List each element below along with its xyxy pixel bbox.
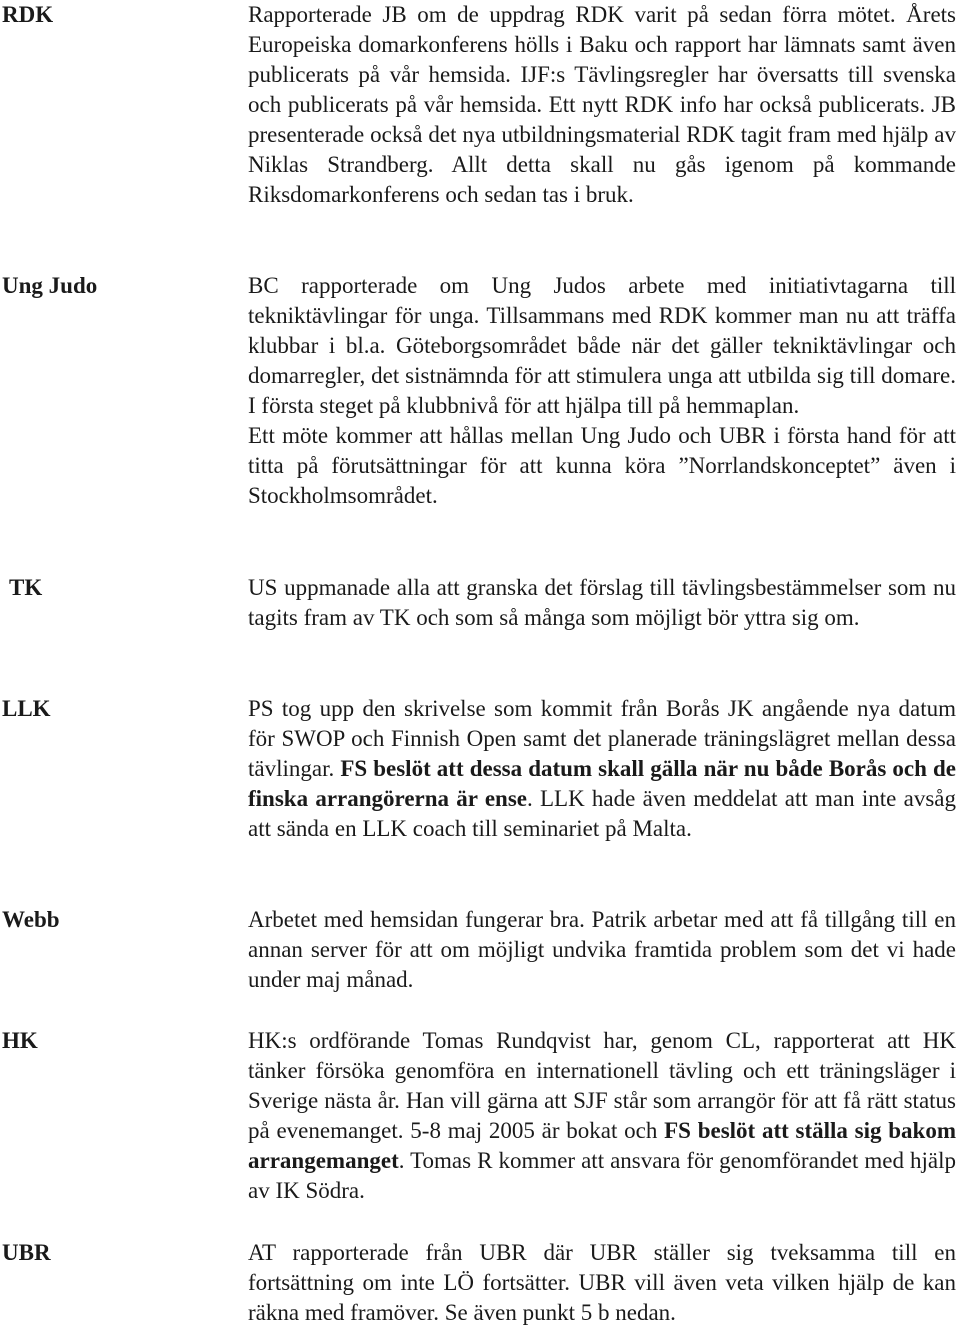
section-label: Webb — [2, 907, 60, 932]
text-run: Rapporterade JB om de uppdrag RDK varit på sedan förra mötet. Årets Europeiska domarkonferens hölls i Baku och rapport har lämnats samt även publicerats på vår hemsida. IJF:s Tävlingsregler har översatts till svenska och publicerats på vår hemsida. Ett nytt RDK info har också publicerats. JB presenterade också det nya utbildningsmaterial RDK tagit fram med hjälp av Niklas Strandberg. Allt detta skall nu gås igenom på kommande Riksdomarkonferens och sedan tas i bruk. — [248, 2, 956, 207]
decision-text: FS beslöt att ställa sig bakom arrangemanget — [248, 1118, 956, 1173]
text-run: Ett möte kommer att hållas mellan Ung Judo och UBR i första hand för att titta på förutsättningar för att kunna köra ”Norrlandskonceptet” även i Stockholmsområdet. — [248, 423, 956, 508]
section-label: LLK — [2, 696, 51, 721]
text-run: Arbetet med hemsidan fungerar bra. Patrik arbetar med att få tillgång till en annan server för att om möjligt undvika framtida problem som det vi hade under maj månad. — [248, 907, 956, 992]
section-body — [248, 0, 956, 210]
paragraph — [248, 421, 956, 511]
text-run: PS tog upp den skrivelse som kommit från Borås JK angående nya datum för SWOP och Finnish Open samt det planerade träningslägret mellan dessa tävlingar. — [248, 696, 956, 781]
section-body — [248, 1026, 956, 1206]
paragraph — [248, 694, 956, 844]
paragraph — [248, 573, 956, 633]
section-label: RDK — [2, 2, 54, 27]
paragraph — [248, 0, 956, 210]
text-run: AT rapporterade från UBR där UBR ställer sig tveksamma till en fortsättning om inte LÖ fortsätter. UBR vill även veta vilken hjälp de kan räkna med framöver. Se även punkt 5 b nedan. — [248, 1240, 956, 1325]
section-body — [248, 905, 956, 995]
decision-text: FS beslöt att dessa datum skall gälla när nu både Borås och de finska arrangörerna är ense — [248, 756, 956, 811]
text-run: US uppmanade alla att granska det förslag till tävlingsbestämmelser som nu tagits fram av TK och som så många som möjligt bör yttra sig om. — [248, 575, 956, 630]
section-body — [248, 694, 956, 844]
section-label: Ung Judo — [2, 273, 98, 298]
text-run: . Tomas R kommer att ansvara för genomförandet med hjälp av IK Södra. — [248, 1148, 956, 1203]
section-body — [248, 1238, 956, 1328]
section-body — [248, 271, 956, 511]
section-label: HK — [2, 1028, 38, 1053]
section-label: UBR — [2, 1240, 51, 1265]
paragraph — [248, 1026, 956, 1206]
text-run: . LLK hade även meddelat att man inte avsåg att sända en LLK coach till seminariet på Malta. — [248, 786, 956, 841]
text-run: BC rapporterade om Ung Judos arbete med initiativtagarna till tekniktävlingar för unga. Tillsammans med RDK kommer man nu att träffa klubbar i bl.a. Göteborgsområdet både när det gäller tekniktävlingar och domarregler, det sistnämnda för att stimulera unga att utbilda sig till domare. I första steget på klubbnivå för att hjälpa till på hemmaplan. — [248, 273, 956, 418]
section-body — [248, 573, 956, 633]
paragraph — [248, 271, 956, 421]
paragraph — [248, 905, 956, 995]
section-label: TK — [9, 575, 43, 600]
paragraph — [248, 1238, 956, 1328]
text-run: HK:s ordförande Tomas Rundqvist har, genom CL, rapporterat att HK tänker försöka genomföra en internationell tävling och ett träningsläger i Sverige nästa år. Han vill gärna att SJF står som arrangör för att få rätt status på evenemanget. 5-8 maj 2005 är bokat och — [248, 1028, 956, 1143]
